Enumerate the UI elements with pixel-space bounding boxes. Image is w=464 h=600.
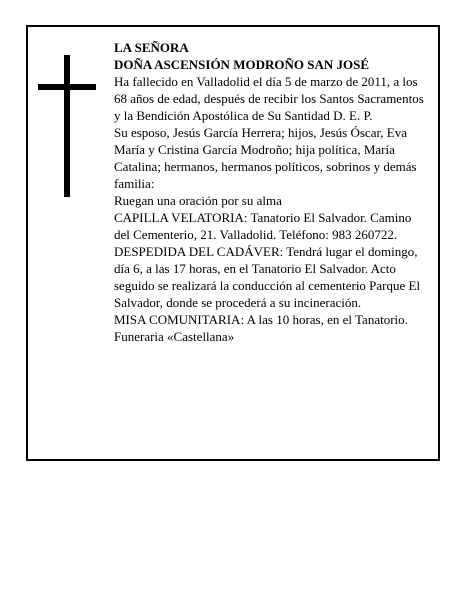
prayer-request: Ruegan una oración por su alma — [114, 193, 282, 208]
deceased-honorific: LA SEÑORA — [114, 40, 189, 55]
wake-chapel-info: CAPILLA VELATORIA: Tanatorio El Salvador. Camino del Cementerio, 21. Valladolid. Teléfono: 983 260722. — [114, 210, 412, 242]
funeral-home: Funeraria «Castellana» — [114, 329, 235, 344]
death-announcement: Ha fallecido en Valladolid el día 5 de marzo de 2011, a los 68 años de edad, después de recibir los Santos Sacramentos y la Bendición Apostólica de Su Santidad D. E. P. — [114, 74, 424, 123]
farewell-info: DESPEDIDA DEL CADÁVER: Tendrá lugar el domingo, día 6, a las 17 horas, en el Tanatorio El Salvador. Acto seguido se realizará la conducción al cementerio Parque El Salvador, donde se procederá a su incineración. — [114, 244, 421, 310]
cross-horizontal-bar — [38, 84, 96, 90]
cross-vertical-bar — [64, 55, 70, 197]
obituary-text — [114, 39, 426, 345]
deceased-name: DOÑA ASCENSIÓN MODROÑO SAN JOSÉ — [114, 57, 369, 72]
family-list: Su esposo, Jesús García Herrera; hijos, Jesús Óscar, Eva María y Cristina García Modroño; hija política, María Catalina; hermanos, hermanos políticos, sobrinos y demás familia: — [114, 125, 417, 191]
mass-info: MISA COMUNITARIA: A las 10 horas, en el Tanatorio. — [114, 312, 408, 327]
